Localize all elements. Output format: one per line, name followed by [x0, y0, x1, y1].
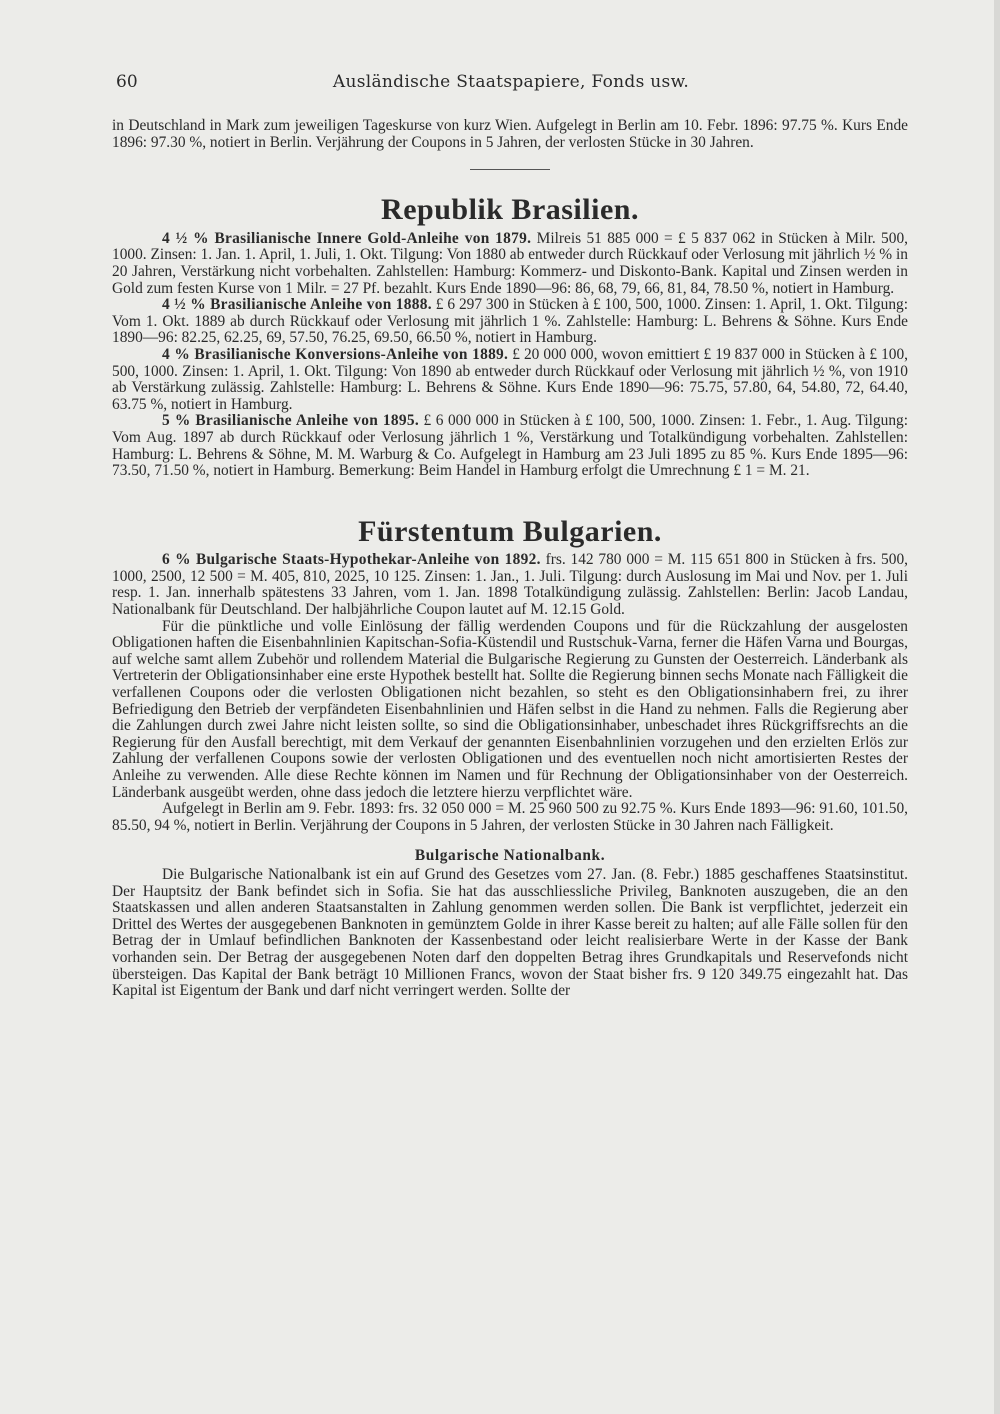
bond-title: 5 % Brasilianische Anleihe von 1895.: [162, 412, 420, 430]
page-number: 60: [116, 72, 138, 92]
subsection-heading: Bulgarische Nationalbank.: [414, 847, 606, 865]
bond-entry: [112, 347, 908, 413]
page-header: [116, 72, 906, 100]
bond-title: 4 ½ % Brasilianische Innere Gold-Anleihe von 1879.: [162, 229, 532, 247]
intro-paragraph: in Deutschland in Mark zum jeweiligen Tageskurse von kurz Wien. Aufgelegt in Berlin am 10. Febr. 1896: 97.75 %. Kurs Ende 1896: 97.30 %, notiert in Berlin. Verjährung der Coupons in 5 Jahren, der verlosten Stücke in 30 Jahren.: [112, 117, 908, 151]
section-divider: [470, 169, 550, 170]
bond-entry: [112, 231, 908, 297]
bond-entry: [112, 552, 908, 618]
bond-title: 4 % Brasilianische Konversions-Anleihe von 1889.: [162, 345, 509, 363]
bond-text: £ 20 000 000, wovon emittiert £ 19 837 000 in Stücken à £ 100, 500, 1000. Zinsen: 1. April, 1. Okt. Tilgung: Von 1890 ab entweder durch Rückkauf oder Verlosung mit jährlich ½ %, von 1910 ab Verstärkung zulässig. Zahlstelle: Hamburg: L. Behrens & Söhne. Kurs Ende 1890—96: 75.75, 57.80, 64, 54.80, 72, 64.40, 63.75 %, notiert in Hamburg.: [112, 345, 909, 413]
running-title: Ausländische Staatspapiere, Fonds usw.: [332, 72, 690, 92]
section-heading-bulgarien: Fürstentum Bulgarien.: [358, 514, 662, 548]
bond-title: 4 ½ % Brasilianische Anleihe von 1888.: [162, 296, 432, 314]
body-paragraph: Für die pünktliche und volle Einlösung der fällig werdenden Coupons und für die Rückzahlung der ausgelosten Obligationen haften die Eisenbahnlinien Kapitschan-Sofia-Küstendil und Rustschuk-Varna, ferner die Häfen Varna und Bourgas, auf welche samt allem Zubehör und rollendem Material die Bulgarische Regierung zu Gunsten der Oesterreich. Länderbank als Vertreterin der Obligationsinhaber eine erste Hypothek bestellt hat. Sollte die Regierung binnen sechs Monate nach Fälligkeit die verfallenen Coupons oder die verlosten Obligationen nicht bezahlen, so steht es den Obligationsinhabern frei, zu ihrer Befriedigung den Betrieb der verpfändeten Eisenbahnlinien und Häfen selbst in die Hand zu nehmen. Falls die Regierung aber die Zahlungen durch zwei Jahre nicht leisten sollte, so sind die Obligationsinhaber, unbeschadet ihres Rückgriffsrechts an die Regierung für den Ausfall berechtigt, mit dem Verkauf der genannten Eisenbahnlinien vorzugehen und den erzielten Erlös zur Zahlung der verfallenen Coupons sowie der verlosten Obligationen und des eventuellen noch nicht amortisierten Restes der Anleihe zu verwenden. Alle diese Rechte können im Namen und für Rechnung der Obligationsinhaber von der Oesterreich. Länderbank ausgeübt werden, ohne dass jedoch die letztere hierzu verpflichtet wäre.: [112, 617, 908, 801]
body-paragraph: Aufgelegt in Berlin am 9. Febr. 1893: frs. 32 050 000 = M. 25 960 500 zu 92.75 %. Kurs Ende 1893—96: 91.60, 101.50, 85.50, 94 %, notiert in Berlin. Verjährung der Coupons in 5 Jahren, der verlosten Stücke in 30 Jahren nach Fälligkeit.: [112, 800, 908, 834]
bond-title: 6 % Bulgarische Staats-Hypothekar-Anleihe von 1892.: [162, 551, 541, 569]
bond-text: £ 6 297 300 in Stücken à £ 100, 500, 1000. Zinsen: 1. April, 1. Okt. Tilgung: Vom 1. Okt. 1889 ab durch Rückkauf oder Verlosung mit jährlich 1 %. Zahlstelle: Hamburg: L. Behrens & Söhne. Kurs Ende 1890—96: 82.25, 62.25, 69, 57.50, 76.25, 69.50, 66.50 %, notiert in Hamburg.: [112, 296, 908, 347]
page-edge: [994, 0, 1000, 1414]
bond-entry: [112, 297, 908, 347]
page-body: [112, 118, 908, 1000]
body-paragraph: Die Bulgarische Nationalbank ist ein auf Grund des Gesetzes vom 27. Jan. (8. Febr.) 1885 geschaffenes Staatsinstitut. Der Hauptsitz der Bank befindet sich in Sofia. Sie hat das ausschliessliche Privileg, Banknoten auszugeben, die an den Staatskassen und allen anderen Staatsanstalten in Zahlung genommen werden sollen. Die Bank ist verpflichtet, jederzeit ein Drittel des Wertes der ausgegebenen Banknoten in gemünztem Golde in ihrer Kasse bereit zu halten; auf alle Fälle sollen für den Betrag der in Umlauf befindlichen Banknoten der Kassenbestand oder leicht realisierbare Werte in der Kasse der Bank vorhanden sein. Der Betrag der ausgegebenen Noten darf den doppelten Betrag ihres Grundkapitals und Reservefonds nicht übersteigen. Das Kapital der Bank beträgt 10 Millionen Francs, wovon der Staat bisher frs. 9 120 349.75 eingezahlt hat. Das Kapital ist Eigentum der Bank und darf nicht verringert werden. Sollte der: [112, 865, 908, 1000]
bond-entry: [112, 413, 908, 479]
bond-text: £ 6 000 000 in Stücken à £ 100, 500, 1000. Zinsen: 1. Febr., 1. Aug. Tilgung: Vom Aug. 1897 ab durch Rückkauf oder Verlosung jährlich 1 %, Verstärkung und Totalkündigung vorbehalten. Zahlstellen: Hamburg: L. Behrens & Söhne, M. M. Warburg & Co. Aufgelegt in Hamburg am 23 Juli 1895 zu 85 %. Kurs Ende 1895—96: 73.50, 71.50 %, notiert in Hamburg. Bemerkung: Beim Handel in Hamburg erfolgt die Umrechnung £ 1 = M. 21.: [112, 412, 908, 480]
section-heading-brasilien: Republik Brasilien.: [381, 193, 639, 227]
bond-text: Milreis 51 885 000 = £ 5 837 062 in Stücken à Milr. 500, 1000. Zinsen: 1. Jan. 1. April, 1. Juli, 1. Okt. Tilgung: Von 1880 ab entweder durch Rückkauf oder Verlosung mit jährlich ½ % in 20 Jahren, Verstärkung nicht vorbehalten. Zahlstellen: Hamburg: Kommerz- und Diskonto-Bank. Kapital und Zinsen werden in Gold zum festen Kurse von 1 Milr. = 27 Pf. bezahlt. Kurs Ende 1890—96: 86, 68, 79, 66, 81, 84, 78.50 %, notiert in Hamburg.: [112, 229, 908, 297]
bond-text: frs. 142 780 000 = M. 115 651 800 in Stücken à frs. 500, 1000, 2500, 12 500 = M. 405, 810, 2025, 10 125. Zinsen: 1. Jan., 1. Juli. Tilgung: durch Auslosung im Mai und Nov. per 1. Juli resp. 1. Jan. innerhalb spätestens 33 Jahren, vom 1. Jan. 1898 Totalkündigung zulässig. Zahlstellen: Berlin: Jacob Landau, Nationalbank für Deutschland. Der halbjährliche Coupon lautet auf M. 12.15 Gold.: [112, 551, 908, 619]
